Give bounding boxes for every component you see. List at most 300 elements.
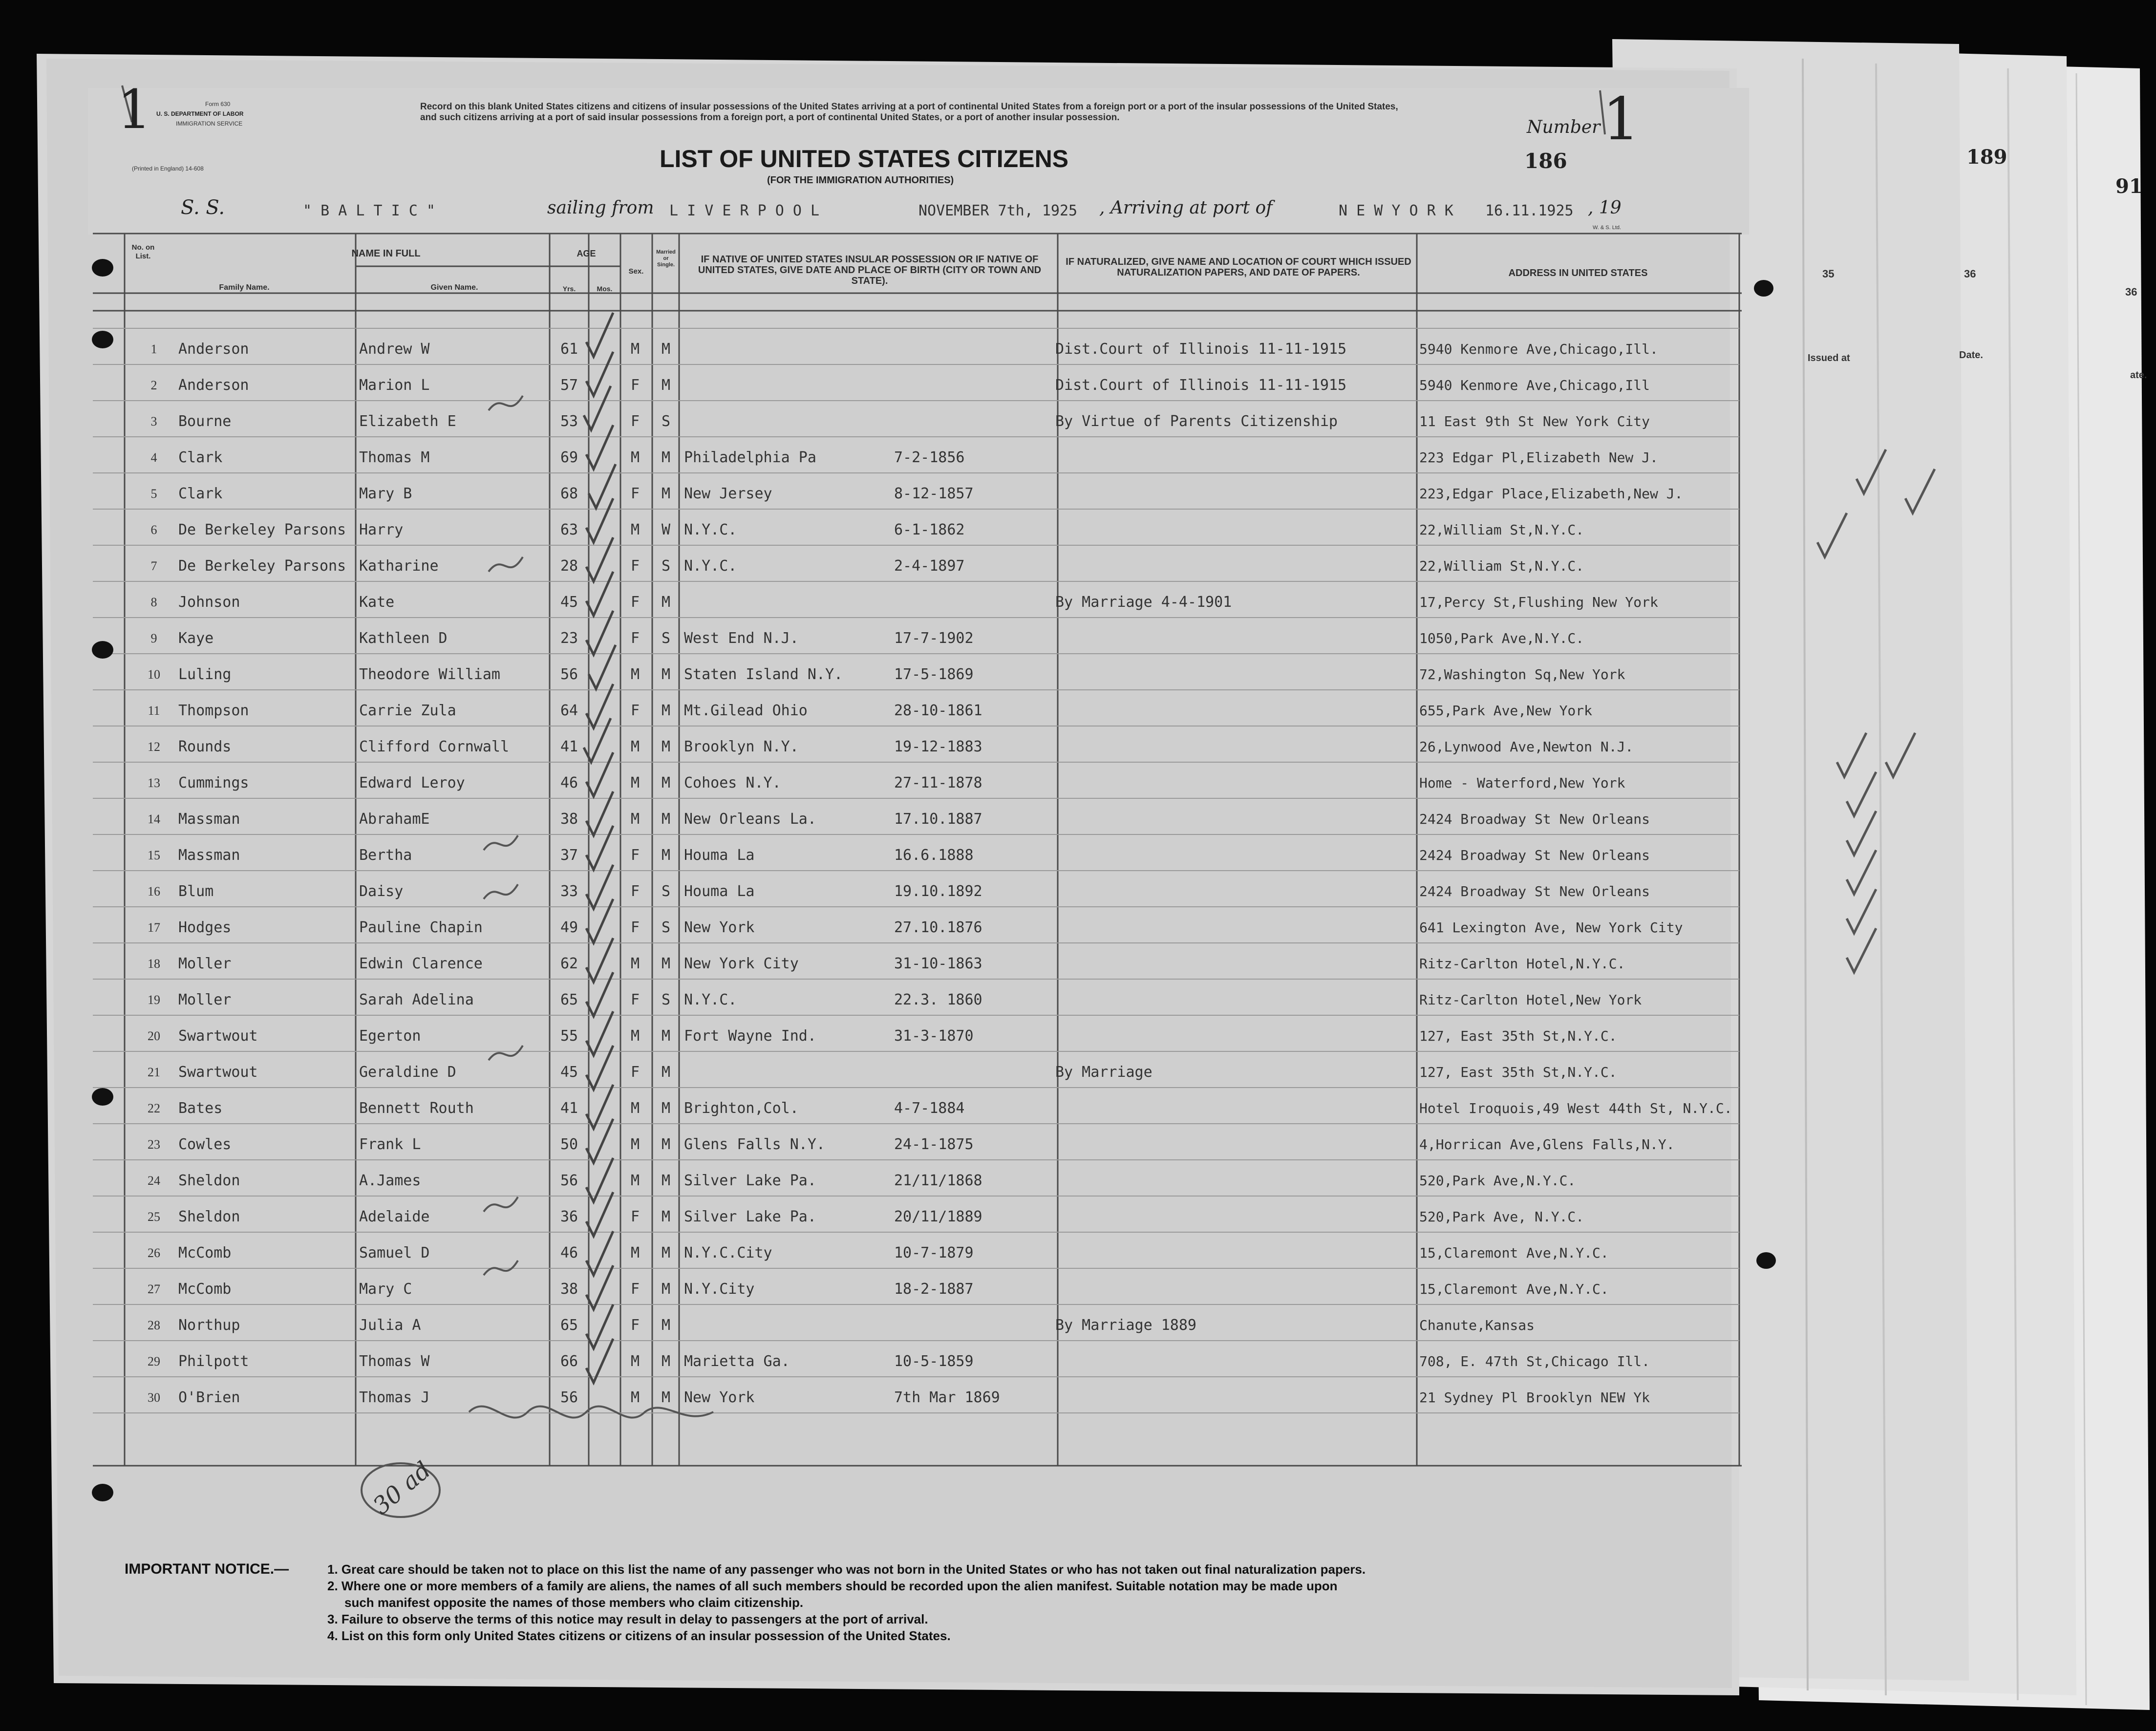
table-row [0, 1199, 2156, 1235]
sex: F [630, 377, 640, 394]
family-name: Philpott [178, 1353, 249, 1370]
family-name: Clark [178, 485, 223, 502]
birth-place: Houma La [684, 847, 755, 864]
age-years: 65 [560, 991, 578, 1008]
table-row [0, 548, 2156, 584]
header-name-in-full: NAME IN FULL [351, 248, 421, 259]
birth-place: New York City [684, 955, 799, 972]
row-number: 13 [148, 776, 160, 790]
us-address: 2424 Broadway St New Orleans [1419, 811, 1650, 827]
birth-place: Silver Lake Pa. [684, 1172, 816, 1189]
table-row [0, 874, 2156, 910]
sex: F [630, 883, 640, 900]
birth-place: Marietta Ga. [684, 1353, 790, 1370]
given-name: Julia A [359, 1317, 421, 1334]
us-address: Chanute,Kansas [1419, 1317, 1535, 1333]
given-name: Thomas M [359, 449, 430, 466]
ss-label: S. S. [181, 196, 225, 219]
given-name: Clifford Cornwall [359, 738, 510, 755]
birth-place: Houma La [684, 883, 755, 900]
given-name: Kathleen D [359, 630, 448, 647]
given-name: Thomas J [359, 1389, 430, 1406]
age-years: 50 [560, 1136, 578, 1153]
family-name: Bourne [178, 413, 232, 430]
age-years: 56 [560, 1389, 578, 1406]
us-address: 11 East 9th St New York City [1419, 413, 1650, 429]
sex: M [630, 811, 640, 828]
family-name: Sheldon [178, 1172, 240, 1189]
row-number: 27 [148, 1282, 160, 1296]
age-years: 33 [560, 883, 578, 900]
marital-status: M [661, 774, 671, 791]
age-years: 61 [560, 341, 578, 358]
printer-mark: W. & S. Ltd. [1593, 225, 1622, 231]
birth-date: 24-1-1875 [894, 1136, 974, 1153]
table-row [0, 946, 2156, 982]
number-value: 1 [1602, 85, 1640, 153]
us-address: 641 Lexington Ave, New York City [1419, 919, 1683, 936]
age-years: 63 [560, 521, 578, 538]
marital-status: S [661, 883, 671, 900]
us-address: 26,Lynwood Ave,Newton N.J. [1419, 739, 1634, 755]
sex: F [630, 1208, 640, 1225]
row-number: 6 [150, 523, 157, 537]
row-number: 8 [150, 595, 157, 609]
family-name: Swartwout [178, 1064, 258, 1081]
birth-place: Brighton,Col. [684, 1100, 799, 1117]
birth-place: N.Y.C. [684, 557, 737, 575]
birth-date: 19-12-1883 [894, 738, 982, 755]
table-row [0, 801, 2156, 837]
given-name: Mary B [359, 485, 412, 502]
adjacent-date-label-b: ate. [2130, 370, 2147, 381]
birth-date: 17-7-1902 [894, 630, 974, 647]
adjacent-col-36-b: 36 [2125, 286, 2137, 298]
marital-status: M [661, 702, 671, 719]
us-address: 5940 Kenmore Ave,Chicago,Ill. [1419, 341, 1658, 357]
family-name: Moller [178, 991, 232, 1008]
row-number: 4 [150, 450, 157, 465]
row-number: 19 [148, 993, 160, 1007]
row-number: 20 [148, 1029, 160, 1043]
us-address: 22,William St,N.Y.C. [1419, 558, 1584, 574]
naturalization: By Marriage [1055, 1064, 1153, 1081]
birth-date: 4-7-1884 [894, 1100, 965, 1117]
given-name: Thomas W [359, 1353, 430, 1370]
given-name: Elizabeth E [359, 413, 456, 430]
birth-date: 31-3-1870 [894, 1027, 974, 1045]
given-name: Katharine [359, 557, 439, 575]
naturalization: By Marriage 1889 [1055, 1317, 1196, 1334]
us-address: Ritz-Carlton Hotel,N.Y.C. [1419, 956, 1625, 972]
adjacent-issued-at-label: Issued at [1808, 353, 1850, 363]
table-row [0, 1380, 2156, 1416]
given-name: Egerton [359, 1027, 421, 1045]
table-row [0, 982, 2156, 1018]
given-name: Mary C [359, 1281, 412, 1298]
row-number: 12 [148, 740, 160, 754]
age-years: 68 [560, 485, 578, 502]
marital-status: M [661, 1317, 671, 1334]
birth-place: Glens Falls N.Y. [684, 1136, 825, 1153]
marital-status: M [661, 1244, 671, 1261]
age-years: 56 [560, 1172, 578, 1189]
ship-name: " B A L T I C " [303, 202, 435, 219]
age-years: 53 [560, 413, 578, 430]
family-name: Anderson [178, 377, 249, 394]
us-address: 127, East 35th St,N.Y.C. [1419, 1028, 1617, 1044]
age-years: 38 [560, 1281, 578, 1298]
birth-place: New York [684, 1389, 755, 1406]
sex: M [630, 449, 640, 466]
sex: M [630, 1353, 640, 1370]
row-number: 17 [148, 920, 160, 935]
age-years: 45 [560, 1064, 578, 1081]
marital-status: M [661, 738, 671, 755]
marital-status: M [661, 449, 671, 466]
birth-date: 19.10.1892 [894, 883, 982, 900]
row-number: 11 [148, 704, 160, 718]
marital-status: M [661, 811, 671, 828]
family-name: Swartwout [178, 1027, 258, 1045]
adjacent-col-36: 36 [1964, 268, 1976, 280]
birth-date: 10-5-1859 [894, 1353, 974, 1370]
us-address: 520,Park Ave, N.Y.C. [1419, 1209, 1584, 1225]
table-row [0, 1344, 2156, 1380]
marital-status: S [661, 991, 671, 1008]
row-number: 24 [148, 1174, 160, 1188]
given-name: Harry [359, 521, 404, 538]
row-number: 1 [150, 342, 157, 356]
given-name: Marion L [359, 377, 430, 394]
sex: F [630, 1281, 640, 1298]
age-years: 66 [560, 1353, 578, 1370]
family-name: De Berkeley Parsons [178, 557, 346, 575]
birth-date: 17.10.1887 [894, 811, 982, 828]
sailing-date: NOVEMBER 7th, 1925 [918, 202, 1078, 219]
marital-status: M [661, 1353, 671, 1370]
table-row [0, 440, 2156, 476]
adjacent-col-35: 35 [1822, 268, 1835, 280]
sex: F [630, 919, 640, 936]
service-name: IMMIGRATION SERVICE [176, 120, 243, 127]
sex: M [630, 738, 640, 755]
age-years: 41 [560, 738, 578, 755]
birth-date: 6-1-1862 [894, 521, 965, 538]
marital-status: S [661, 919, 671, 936]
header-family-name: Family Name. [219, 283, 270, 292]
given-name: Carrie Zula [359, 702, 456, 719]
us-address: 127, East 35th St,N.Y.C. [1419, 1064, 1617, 1080]
marital-status: M [661, 1172, 671, 1189]
given-name: Andrew W [359, 341, 430, 358]
list-subtitle: (FOR THE IMMIGRATION AUTHORITIES) [767, 175, 954, 186]
header-married: Married or Single. [656, 249, 676, 268]
notice-item-4: 4. List on this form only United States citizens or citizens of an insular possession of the United States. [327, 1628, 951, 1643]
birth-place: New Jersey [684, 485, 772, 502]
marital-status: S [661, 557, 671, 575]
birth-place: West End N.J. [684, 630, 799, 647]
birth-place: N.Y.C.City [684, 1244, 772, 1261]
marital-status: M [661, 1064, 671, 1081]
table-row [0, 367, 2156, 404]
marital-status: M [661, 1027, 671, 1045]
birth-place: Philadelphia Pa [684, 449, 816, 466]
naturalization: Dist.Court of Illinois 11-11-1915 [1055, 341, 1347, 358]
given-name: Kate [359, 594, 395, 611]
family-name: Massman [178, 811, 240, 828]
age-years: 28 [560, 557, 578, 575]
sheet-number: 186 [1524, 149, 1567, 173]
marital-status: M [661, 1208, 671, 1225]
birth-date: 31-10-1863 [894, 955, 982, 972]
notice-item-1: 1. Great care should be taken not to place on this list the name of any passenger who was not born in the United States or who has not taken out final naturalization papers. [327, 1562, 1366, 1577]
row-number: 26 [148, 1246, 160, 1260]
family-name: Clark [178, 449, 223, 466]
header-birth: IF NATIVE OF UNITED STATES INSULAR POSSESSION OR IF NATIVE OF UNITED STATES, GIVE DATE AND PLACE OF BIRTH (CITY OR TOWN AND STATE). [698, 254, 1042, 286]
birth-place: N.Y.City [684, 1281, 755, 1298]
us-address: 223,Edgar Place,Elizabeth,New J. [1419, 486, 1683, 502]
birth-date: 16.6.1888 [894, 847, 974, 864]
given-name: Frank L [359, 1136, 421, 1153]
given-name: Edwin Clarence [359, 955, 483, 972]
table-row [0, 837, 2156, 874]
sex: M [630, 774, 640, 791]
family-name: McComb [178, 1281, 232, 1298]
table-row [0, 404, 2156, 440]
birth-date: 18-2-1887 [894, 1281, 974, 1298]
adjacent-page-number-a: 189 [1966, 146, 2007, 169]
birth-place: Mt.Gilead Ohio [684, 702, 808, 719]
family-name: Rounds [178, 738, 232, 755]
family-name: Northup [178, 1317, 240, 1334]
age-years: 46 [560, 774, 578, 791]
year-suffix: , 19 [1588, 198, 1622, 218]
sex: M [630, 521, 640, 538]
notice-item-3: 3. Failure to observe the terms of this notice may result in delay to passengers at the port of arrival. [327, 1612, 928, 1626]
marital-status: M [661, 1100, 671, 1117]
birth-place: Silver Lake Pa. [684, 1208, 816, 1225]
row-number: 30 [148, 1390, 160, 1405]
header-months: Mos. [597, 285, 613, 293]
birth-date: 17-5-1869 [894, 666, 974, 683]
row-number: 22 [148, 1101, 160, 1115]
family-name: Johnson [178, 594, 240, 611]
form-number: Form 630 [205, 101, 231, 107]
marital-status: M [661, 666, 671, 683]
sex: F [630, 1064, 640, 1081]
age-years: 69 [560, 449, 578, 466]
marital-status: S [661, 413, 671, 430]
age-years: 57 [560, 377, 578, 394]
given-name: Edward Leroy [359, 774, 465, 791]
row-number: 25 [148, 1210, 160, 1224]
table-row [0, 1054, 2156, 1090]
marital-status: M [661, 485, 671, 502]
birth-place: N.Y.C. [684, 521, 737, 538]
row-number: 28 [148, 1318, 160, 1332]
row-number: 7 [150, 559, 157, 573]
birth-date: 20/11/1889 [894, 1208, 982, 1225]
list-title: LIST OF UNITED STATES CITIZENS [660, 145, 1069, 172]
family-name: Anderson [178, 341, 249, 358]
birth-date: 27.10.1876 [894, 919, 982, 936]
birth-place: N.Y.C. [684, 991, 737, 1008]
age-years: 41 [560, 1100, 578, 1117]
given-name: AbrahamE [359, 811, 430, 828]
row-number: 3 [150, 414, 157, 428]
us-address: 223 Edgar Pl,Elizabeth New J. [1419, 449, 1658, 466]
birth-date: 21/11/1868 [894, 1172, 982, 1189]
age-years: 65 [560, 1317, 578, 1334]
sex: M [630, 1172, 640, 1189]
given-name: Adelaide [359, 1208, 430, 1225]
header-naturalized: IF NATURALIZED, GIVE NAME AND LOCATION OF COURT WHICH ISSUED NATURALIZATION PAPERS, AND DATE OF PAPERS. [1066, 256, 1411, 278]
header-age: AGE [576, 249, 596, 258]
us-address: 72,Washington Sq,New York [1419, 666, 1625, 683]
family-name: Sheldon [178, 1208, 240, 1225]
given-name: Sarah Adelina [359, 991, 474, 1008]
birth-date: 7-2-1856 [894, 449, 965, 466]
row-number: 29 [148, 1354, 160, 1368]
record-instructions: Record on this blank United States citizens and citizens of insular possessions of the United States arriving at a port of continental United States from a foreign port or a port of the insular possessions of the United States, and such citizens arriving at a port of said insular possessions from a foreign port, a port of continental United States, or a port of another insular possession. [420, 102, 1398, 123]
age-years: 36 [560, 1208, 578, 1225]
arrival-port: N E W Y O R K [1339, 202, 1453, 219]
table-row [0, 1127, 2156, 1163]
us-address: 1050,Park Ave,N.Y.C. [1419, 630, 1584, 646]
age-years: 62 [560, 955, 578, 972]
header-address: ADDRESS IN UNITED STATES [1508, 268, 1648, 278]
marital-status: M [661, 1281, 671, 1298]
given-name: Daisy [359, 883, 404, 900]
age-years: 23 [560, 630, 578, 647]
us-address: 2424 Broadway St New Orleans [1419, 883, 1650, 899]
adjacent-page-number-b: 91 [2115, 175, 2143, 198]
family-name: Bates [178, 1100, 223, 1117]
table-row [0, 1018, 2156, 1054]
birth-place: Cohoes N.Y. [684, 774, 781, 791]
sex: M [630, 1136, 640, 1153]
age-years: 55 [560, 1027, 578, 1045]
sex: M [630, 1389, 640, 1406]
marital-status: M [661, 341, 671, 358]
handwritten-total: 30 ad [367, 1456, 436, 1520]
given-name: Theodore William [359, 666, 500, 683]
printed-note: (Printed in England) 14-608 [132, 165, 204, 172]
us-address: 708, E. 47th St,Chicago Ill. [1419, 1353, 1650, 1369]
sex: M [630, 955, 640, 972]
marital-status: M [661, 1389, 671, 1406]
notice-heading: IMPORTANT NOTICE.— [125, 1561, 289, 1577]
family-name: McComb [178, 1244, 232, 1261]
naturalization: By Marriage 4-4-1901 [1055, 594, 1232, 611]
marital-status: M [661, 594, 671, 611]
marital-status: M [661, 377, 671, 394]
naturalization: Dist.Court of Illinois 11-11-1915 [1055, 377, 1347, 394]
sailing-port: L I V E R P O O L [669, 202, 820, 219]
arrival-date: 16.11.1925 [1485, 202, 1574, 219]
sex: F [630, 702, 640, 719]
us-address: 4,Horrican Ave,Glens Falls,N.Y. [1419, 1136, 1675, 1153]
us-address: 5940 Kenmore Ave,Chicago,Ill [1419, 377, 1650, 393]
age-years: 37 [560, 847, 578, 864]
row-number: 18 [148, 957, 160, 971]
marital-status: M [661, 1136, 671, 1153]
sex: F [630, 557, 640, 575]
us-address: 15,Claremont Ave,N.Y.C. [1419, 1245, 1609, 1261]
table-row [0, 729, 2156, 765]
given-name: Samuel D [359, 1244, 430, 1261]
us-address: Ritz-Carlton Hotel,New York [1419, 992, 1642, 1008]
family-name: Kaye [178, 630, 214, 647]
sex: M [630, 666, 640, 683]
header-years: Yrs. [562, 285, 576, 293]
given-name: Bennett Routh [359, 1100, 474, 1117]
age-years: 64 [560, 702, 578, 719]
birth-date: 8-12-1857 [894, 485, 974, 502]
marital-status: S [661, 630, 671, 647]
header-sex: Sex. [628, 267, 644, 276]
family-name: Cummings [178, 774, 249, 791]
table-row [0, 620, 2156, 657]
table-row [0, 1271, 2156, 1307]
birth-place: Staten Island N.Y. [684, 666, 843, 683]
family-name: Thompson [178, 702, 249, 719]
sailing-label: sailing from [547, 198, 654, 218]
row-number: 14 [148, 812, 160, 826]
number-label: Number [1527, 117, 1601, 137]
age-years: 46 [560, 1244, 578, 1261]
row-number: 15 [148, 848, 160, 862]
birth-place: Brooklyn N.Y. [684, 738, 799, 755]
given-name: Bertha [359, 847, 412, 864]
birth-date: 2-4-1897 [894, 557, 965, 575]
table-row [0, 765, 2156, 801]
row-number: 23 [148, 1137, 160, 1152]
header-no-on-list: No. on List. [131, 243, 155, 260]
sex: M [630, 1027, 640, 1045]
birth-date: 22.3. 1860 [894, 991, 982, 1008]
table-row [0, 476, 2156, 512]
us-address: 17,Percy St,Flushing New York [1419, 594, 1658, 610]
notice-item-2: 2. Where one or more members of a family are aliens, the names of all such members should be recorded upon the alien manifest. Suitable notation may be made upon [327, 1579, 1338, 1593]
birth-date: 7th Mar 1869 [894, 1389, 1000, 1406]
family-name: O'Brien [178, 1389, 240, 1406]
sex: F [630, 594, 640, 611]
table-row [0, 1307, 2156, 1344]
family-name: Massman [178, 847, 240, 864]
given-name: Geraldine D [359, 1064, 456, 1081]
row-number: 16 [148, 884, 160, 898]
family-name: Hodges [178, 919, 232, 936]
arriving-label: , Arriving at port of [1099, 198, 1273, 218]
row-number: 2 [150, 378, 157, 392]
row-number: 9 [150, 631, 157, 645]
adjacent-date-label: Date. [1959, 350, 1983, 361]
sex: F [630, 847, 640, 864]
row-number: 5 [150, 487, 157, 501]
given-name: Pauline Chapin [359, 919, 483, 936]
us-address: 655,Park Ave,New York [1419, 703, 1593, 719]
table-row [0, 910, 2156, 946]
table-row [0, 693, 2156, 729]
family-name: Luling [178, 666, 232, 683]
family-name: Blum [178, 883, 214, 900]
sex: F [630, 630, 640, 647]
marital-status: M [661, 847, 671, 864]
row-number: 21 [148, 1065, 160, 1079]
us-address: 21 Sydney Pl Brooklyn NEW Yk [1419, 1389, 1650, 1406]
